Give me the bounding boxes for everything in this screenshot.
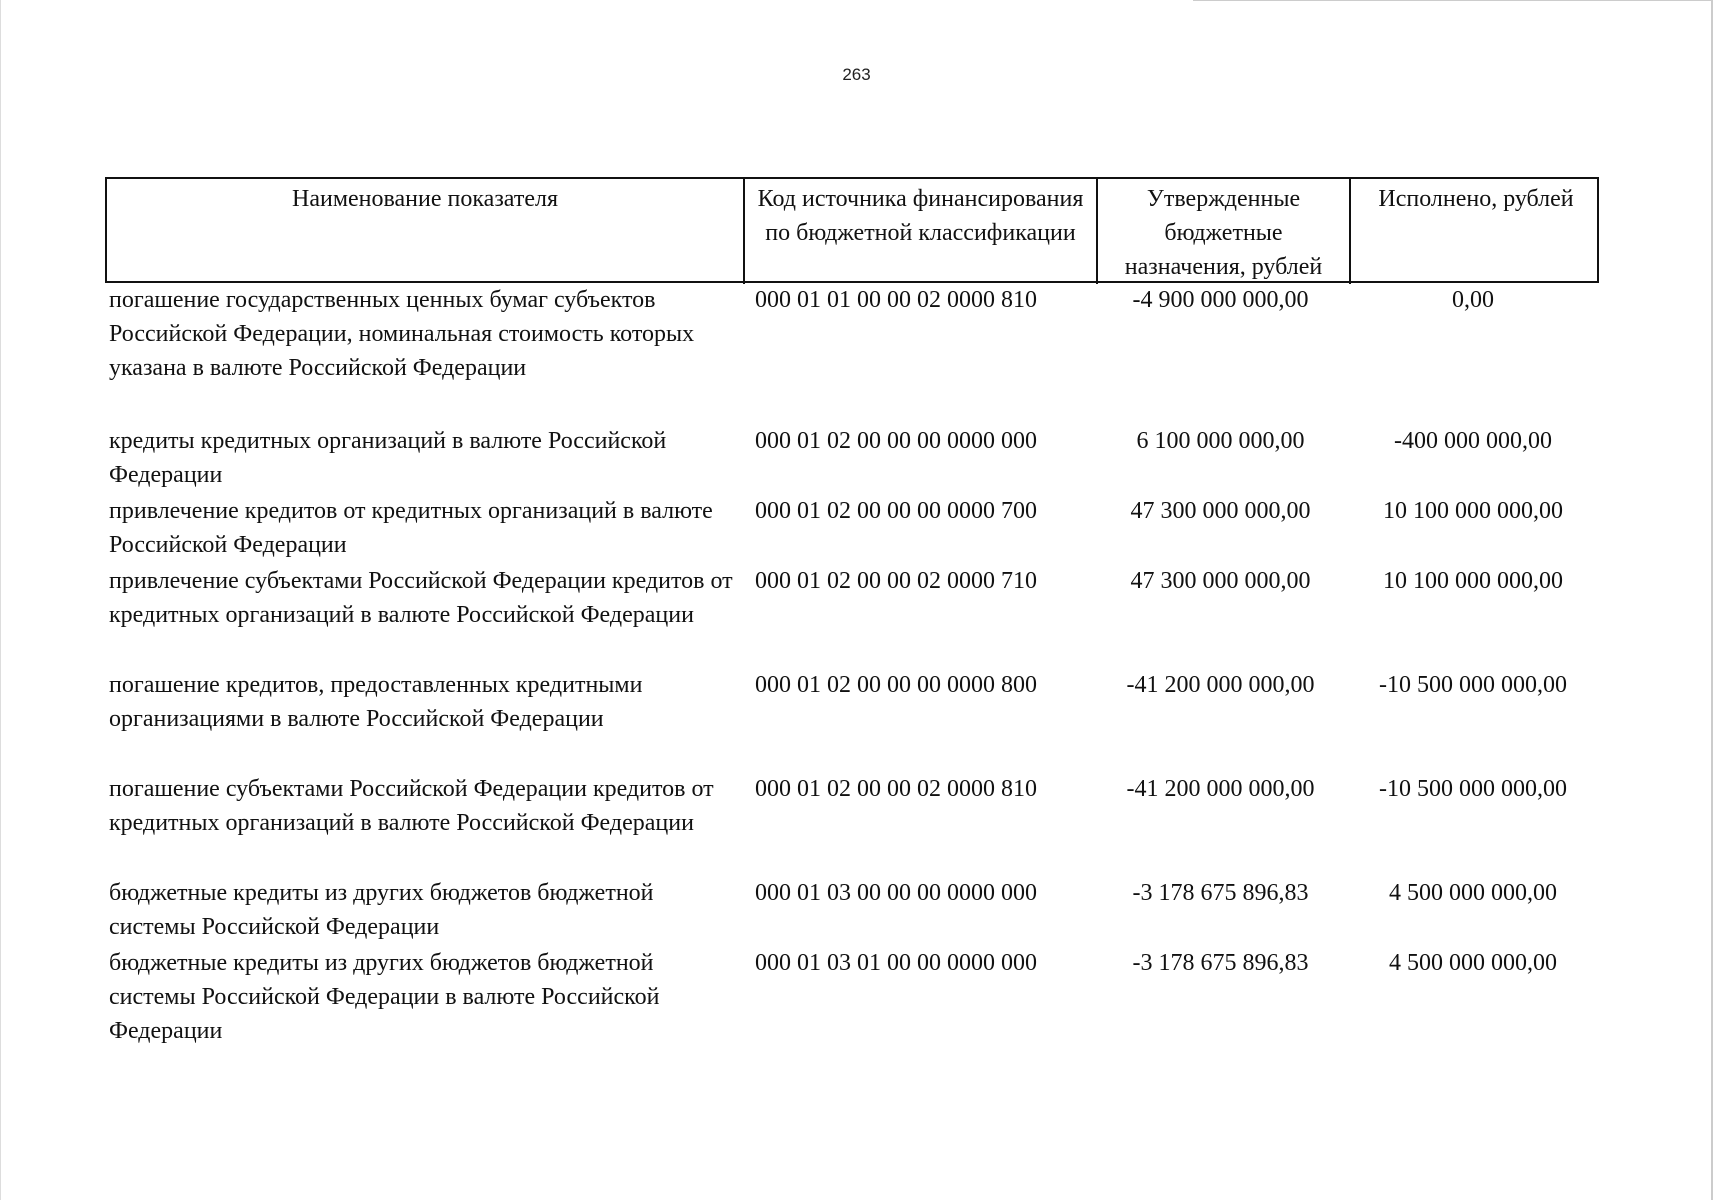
row-executed: -10 500 000 000,00 — [1379, 672, 1567, 698]
table-row — [105, 946, 1599, 1050]
table-header — [105, 177, 1599, 283]
header-approved-amount: Утвержденные бюджетные назначения, рублей — [1096, 179, 1349, 284]
row-name: бюджетные кредиты из других бюджетов бюджетной системы Российской Федерации в валюте Российской Федерации — [109, 950, 660, 1044]
row-executed: 4 500 000 000,00 — [1389, 950, 1557, 976]
table-row — [105, 564, 1599, 668]
row-approved: -4 900 000 000,00 — [1132, 287, 1309, 313]
header-indicator-name: Наименование показателя — [292, 186, 558, 212]
row-approved: -41 200 000 000,00 — [1126, 776, 1315, 802]
row-executed: 10 100 000 000,00 — [1383, 568, 1563, 594]
row-approved: 47 300 000 000,00 — [1130, 568, 1311, 594]
page-number: 263 — [842, 65, 871, 84]
row-name: погашение кредитов, предоставленных кредитными организациями в валюте Российской Федерации — [109, 672, 643, 732]
row-code: 000 01 02 00 00 00 0000 700 — [755, 498, 1037, 524]
row-code: 000 01 02 00 00 00 0000 000 — [755, 428, 1037, 454]
row-approved: 6 100 000 000,00 — [1136, 428, 1305, 454]
row-executed: -10 500 000 000,00 — [1379, 776, 1567, 802]
row-executed: -400 000 000,00 — [1394, 428, 1552, 454]
row-approved: -3 178 675 896,83 — [1132, 880, 1309, 906]
row-name: погашение государственных ценных бумаг субъектов Российской Федерации, номинальная стоимость которых указана в валюте Российской Федерации — [109, 287, 695, 381]
row-code: 000 01 03 01 00 00 0000 000 — [755, 950, 1037, 976]
budget-sources-table — [105, 177, 1599, 1050]
table-row — [105, 772, 1599, 876]
header-source-code: Код источника финансирования по бюджетной классификации — [743, 179, 1096, 284]
row-code: 000 01 02 00 00 02 0000 810 — [755, 776, 1037, 802]
table-row — [105, 494, 1599, 564]
row-name: кредиты кредитных организаций в валюте Российской Федерации — [109, 428, 667, 488]
row-code: 000 01 02 00 00 02 0000 710 — [755, 568, 1037, 594]
row-approved: 47 300 000 000,00 — [1130, 498, 1311, 524]
scan-edge-left — [0, 0, 1, 1200]
row-approved: -3 178 675 896,83 — [1132, 950, 1309, 976]
scan-edge-top — [1193, 0, 1713, 1]
table-row — [105, 424, 1599, 494]
row-executed: 4 500 000 000,00 — [1389, 880, 1557, 906]
row-name: привлечение субъектами Российской Федерации кредитов от кредитных организаций в валюте Российской Федерации — [109, 568, 733, 628]
row-code: 000 01 03 00 00 00 0000 000 — [755, 880, 1037, 906]
row-executed: 10 100 000 000,00 — [1383, 498, 1563, 524]
row-name: привлечение кредитов от кредитных организаций в валюте Российской Федерации — [109, 498, 713, 558]
table-row — [105, 876, 1599, 946]
table-row — [105, 668, 1599, 772]
row-code: 000 01 02 00 00 00 0000 800 — [755, 672, 1037, 698]
row-name: бюджетные кредиты из других бюджетов бюджетной системы Российской Федерации — [109, 880, 654, 940]
header-executed-amount: Исполнено, рублей — [1349, 179, 1601, 284]
row-approved: -41 200 000 000,00 — [1126, 672, 1315, 698]
row-executed: 0,00 — [1452, 287, 1494, 313]
row-code: 000 01 01 00 00 02 0000 810 — [755, 287, 1037, 313]
row-name: погашение субъектами Российской Федерации кредитов от кредитных организаций в валюте Российской Федерации — [109, 776, 714, 836]
table-row — [105, 283, 1599, 424]
